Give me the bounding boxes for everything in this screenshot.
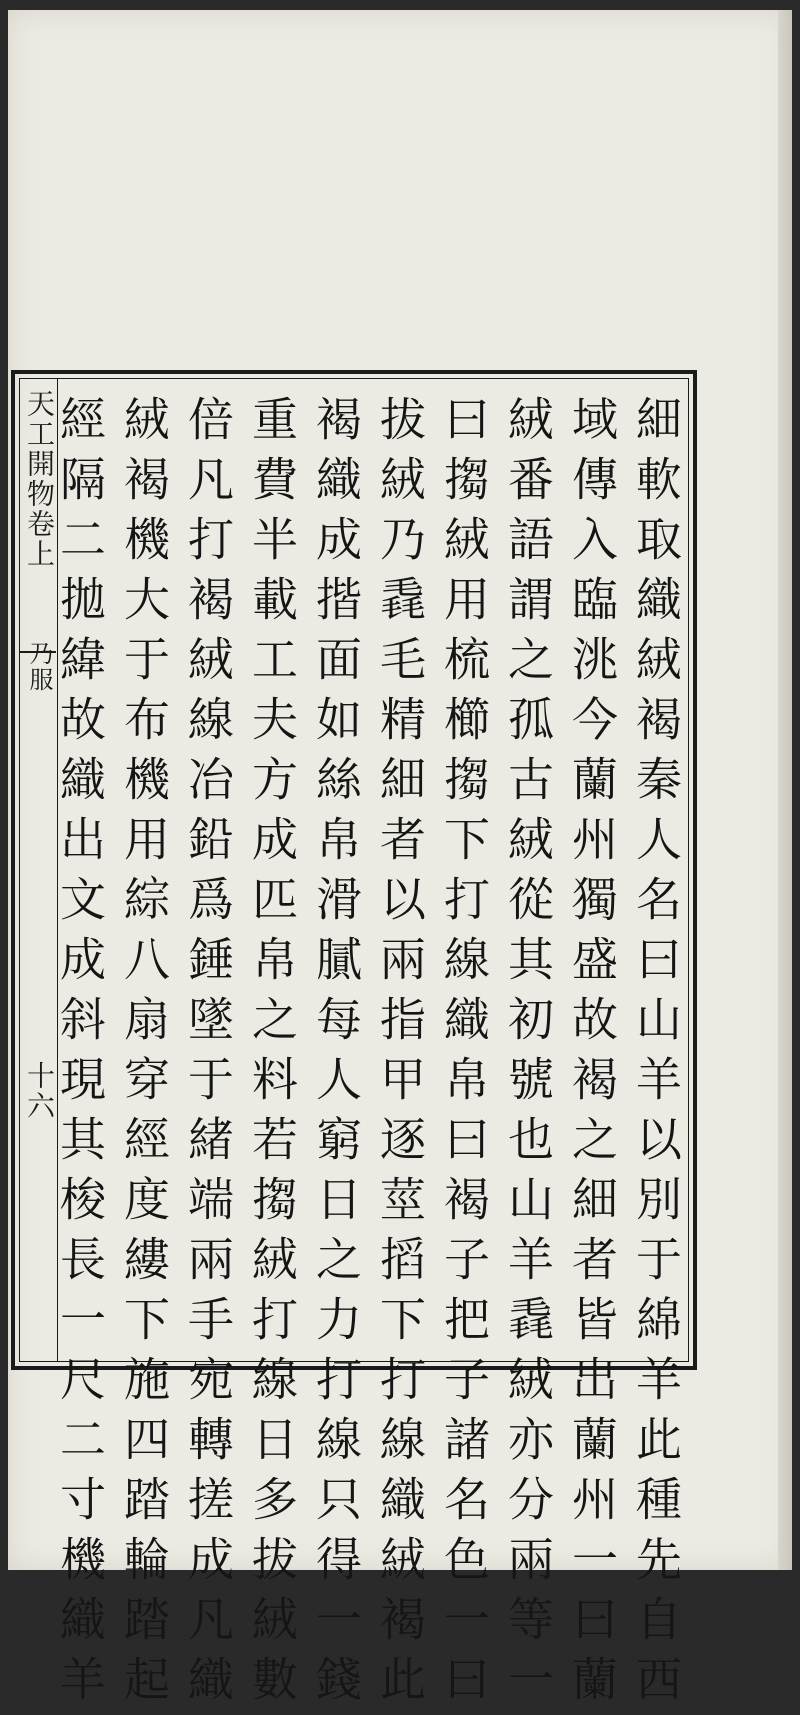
text-area [53,379,688,1715]
text-column-5: 拔絨乃毳毛精細者以兩指甲逐莖搯下打線織絨褐此 [373,395,427,1715]
book-page [8,10,792,1715]
text-column-10: 經隔二拋緯故織出文成斜現其梭長一尺二寸機織羊 [53,395,107,1715]
text-column-4: 曰搊絨用梳櫛搊下打線織帛曰褐子把子諸名色一曰 [437,395,491,1715]
text-column-7: 重費半載工夫方成匹帛之料若搊絨打線日多拔絨數 [245,395,299,1715]
book-title: 天工開物卷上 [23,389,56,569]
text-column-1: 細軟取織絨褐秦人名曰山羊以別于綿羊此種先自西 [629,395,683,1715]
section-title: 乃服 [25,641,53,693]
text-frame-inner [19,378,689,1715]
text-column-3: 絨番語謂之孤古絨從其初號也山羊毳絨亦分兩等一 [501,395,555,1715]
text-column-2: 域傳入臨洮今蘭州獨盛故褐之細者皆出蘭州一曰蘭 [565,395,619,1715]
folio-number: 十六 [23,1061,56,1121]
text-frame [11,370,697,1715]
text-column-8: 倍凡打褐絨線冶鉛爲錘墜于緒端兩手宛轉搓成凡織 [181,395,235,1715]
page-edge [778,10,792,1570]
text-column-9: 絨褐機大于布機用綜八扇穿經度縷下施四踏輪踏起 [117,395,171,1715]
text-column-6: 褐織成揩面如絲帛滑膩每人窮日之力打線只得一錢 [309,395,363,1715]
